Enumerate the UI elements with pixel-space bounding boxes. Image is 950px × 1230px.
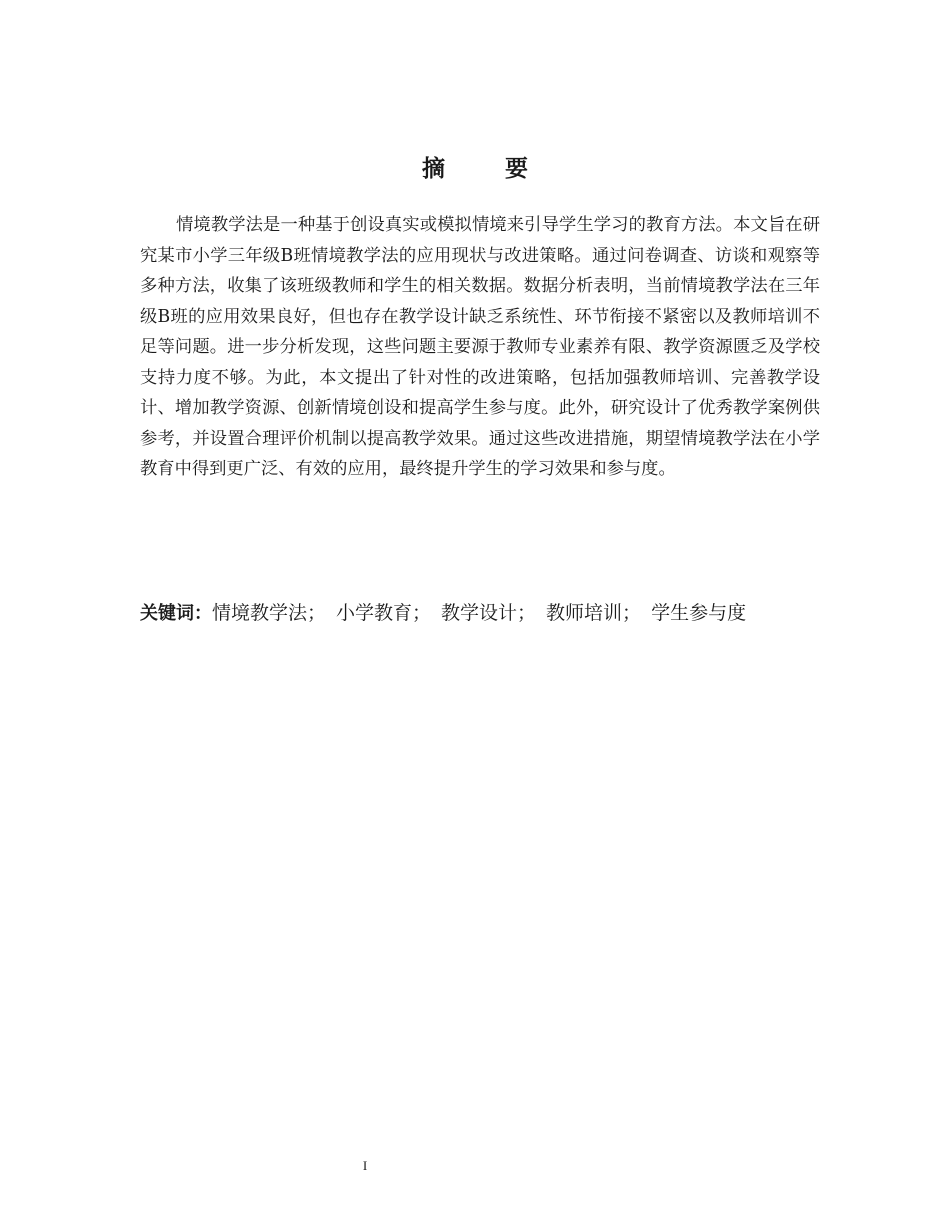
abstract-body: 情境教学法是一种基于创设真实或模拟情境来引导学生学习的教育方法。本文旨在研究某市小学三年级B班情境教学法的应用现状与改进策略。通过问卷调查、访谈和观察等多种方法，收集了该班级教师和学生的相关数据。数据分析表明，当前情境教学法在三年级B班的应用效果良好，但也存在教学设计缺乏系统性、环节衔接不紧密以及教师培训不足等问题。进一步分析发现，这些问题主要源于教师专业素养有限、教学资源匮乏及学校支持力度不够。为此，本文提出了针对性的改进策略，包括加强教师培训、完善教学设计、增加教学资源、创新情境创设和提高学生参与度。此外，研究设计了优秀教学案例供参考，并设置合理评价机制以提高教学效果。通过这些改进措施，期望情境教学法在小学教育中得到更广泛、有效的应用，最终提升学生的学习效果和参与度。 (140, 215, 820, 479)
keyword-item: 教师培训； (546, 602, 642, 624)
page-number: I (362, 1158, 368, 1173)
keyword-item: 学生参与度 (651, 602, 747, 624)
keywords-label: 关键词： (140, 603, 212, 624)
keywords-line (140, 598, 840, 629)
keyword-item: 教学设计； (441, 602, 537, 624)
abstract-title: 摘 要 (421, 156, 554, 182)
keyword-item: 情境教学法； (212, 602, 327, 624)
keyword-item: 小学教育； (336, 602, 432, 624)
